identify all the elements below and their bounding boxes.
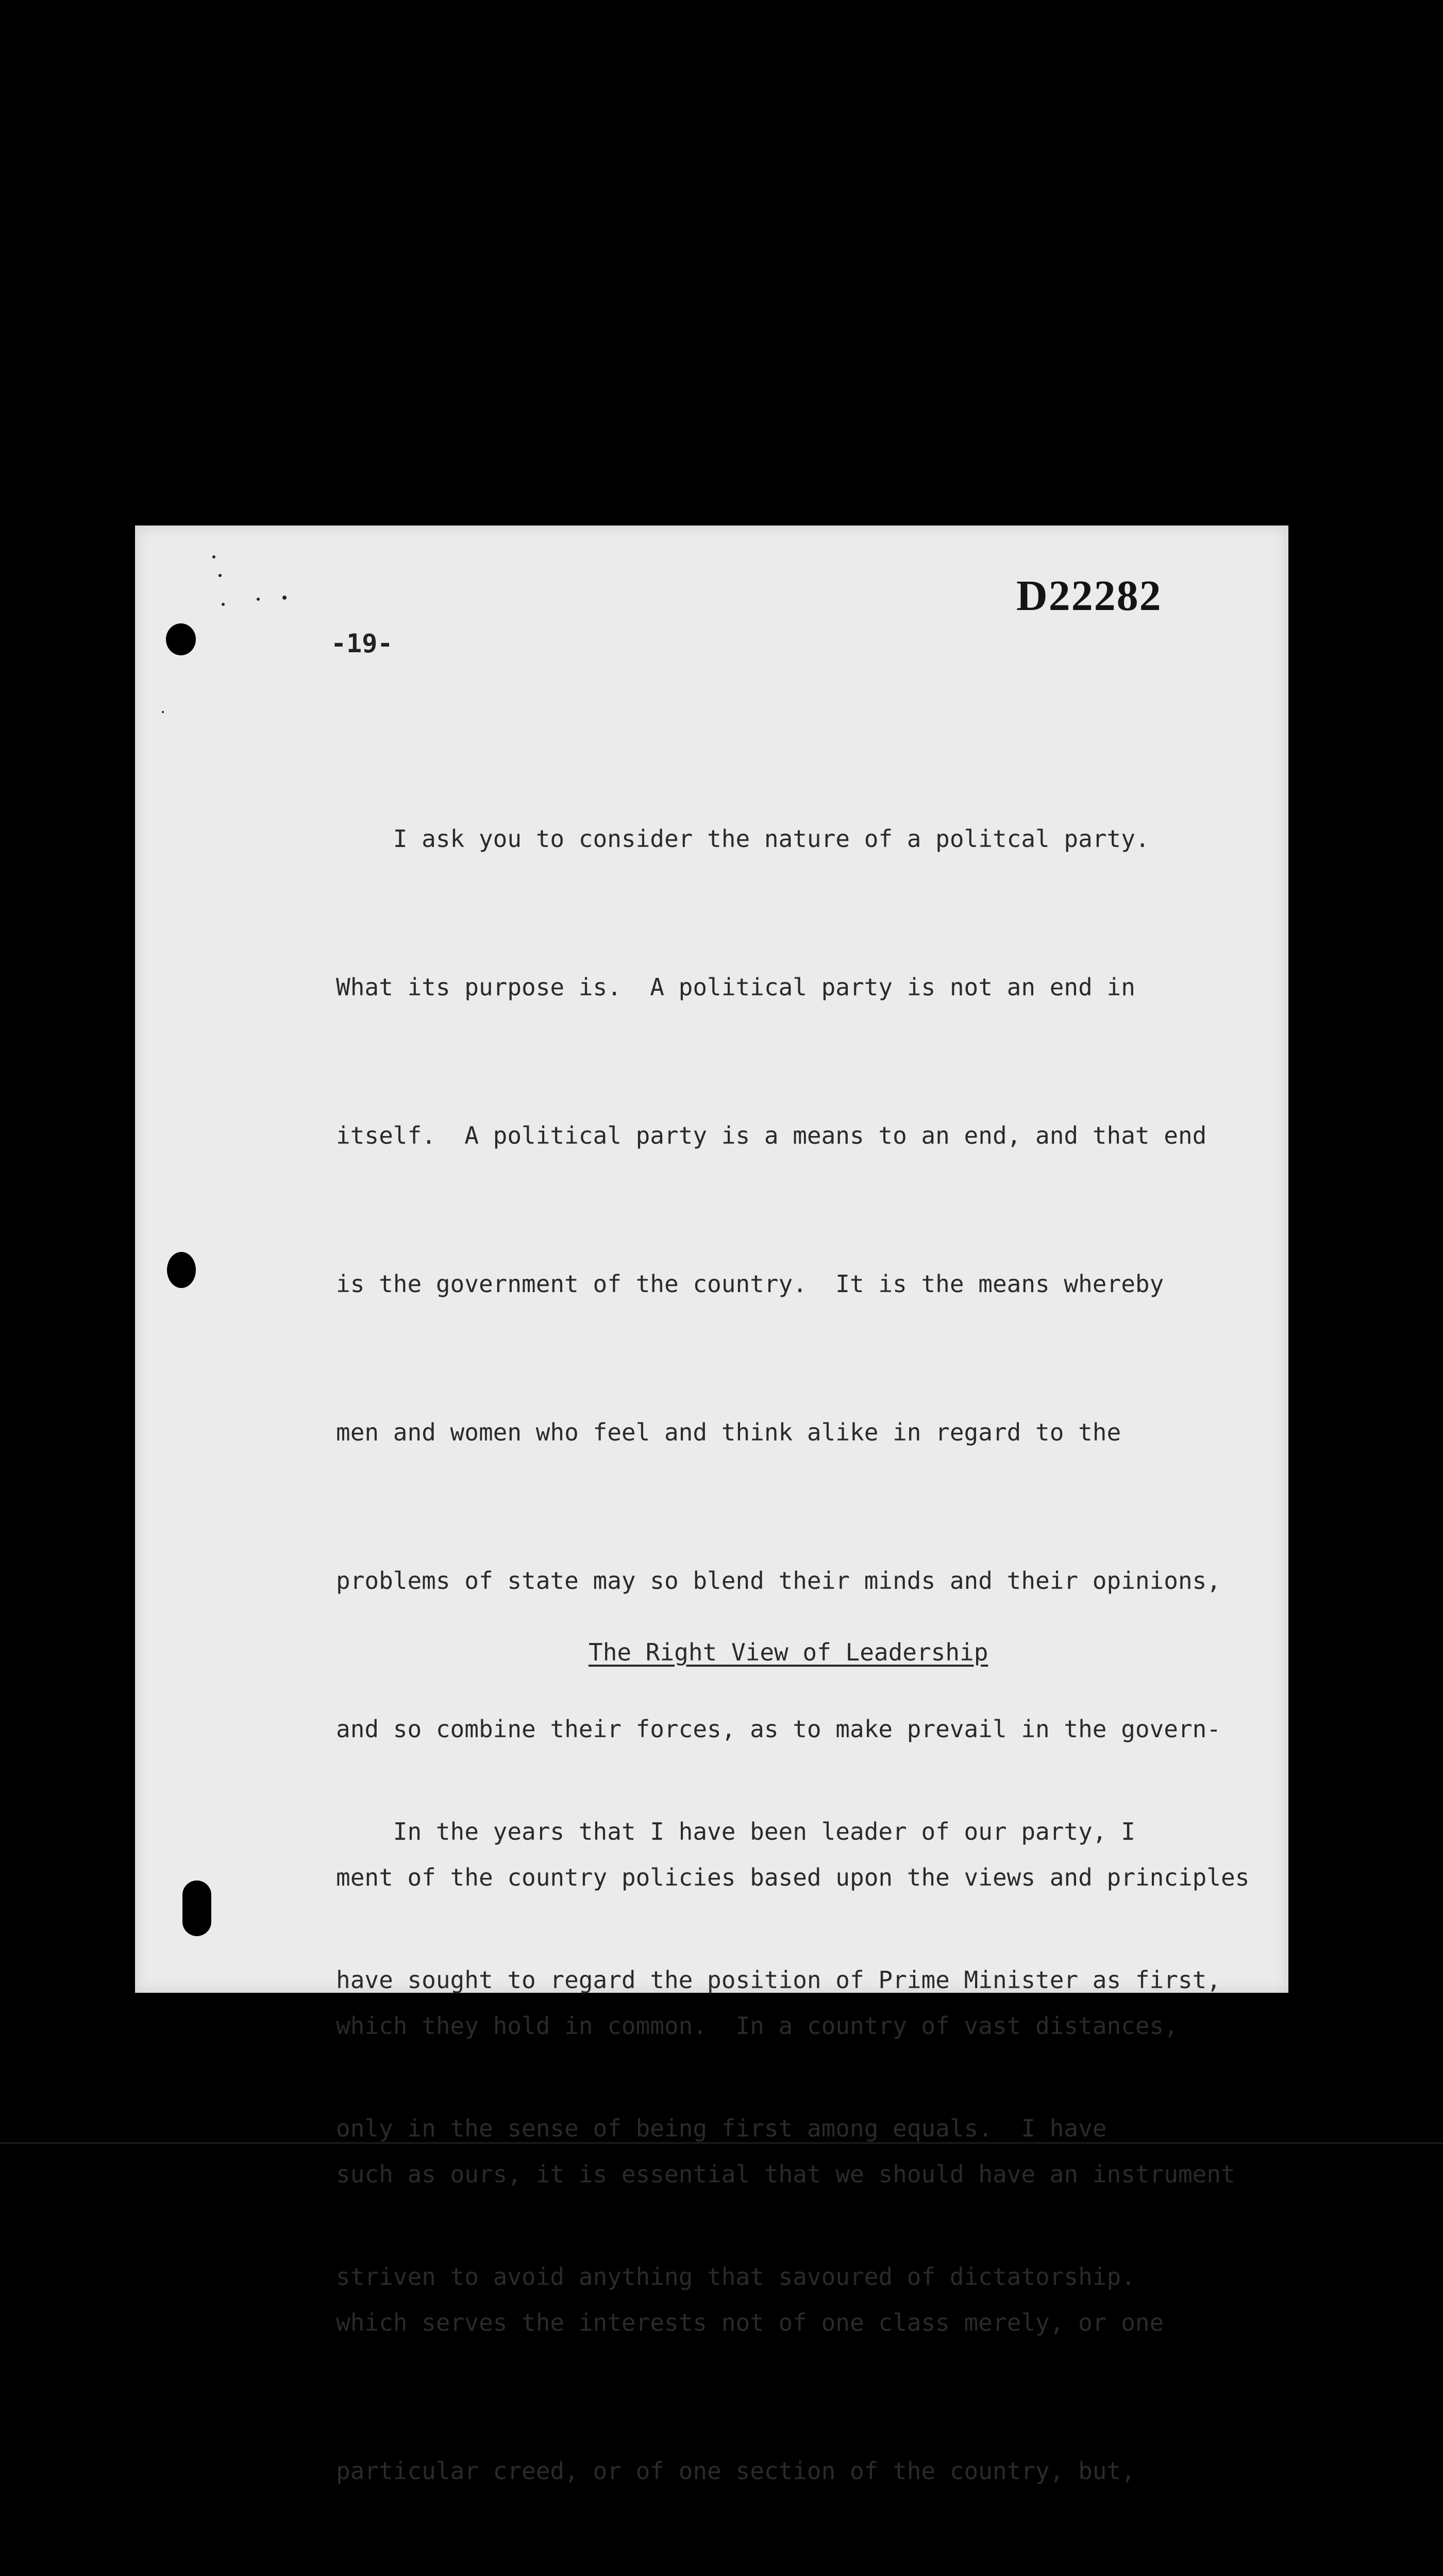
section-heading: The Right View of Leadership (589, 1638, 988, 1666)
paragraph-line: only in the sense of being first among equals. I have (336, 2114, 1107, 2142)
paragraph-line: ment of the country policies based upon the views and principles (336, 1863, 1250, 1891)
paragraph-line: is the government of the country. It is the means whereby (336, 1270, 1164, 1298)
paragraph-2 (336, 1708, 1221, 2400)
paragraph-line: What its purpose is. A political party is not an end in (336, 973, 1135, 1001)
page-number: -19- (331, 629, 393, 658)
paragraph-line: have sought to regard the position of Prime Minister as first, (336, 1966, 1221, 1994)
punch-hole-top (166, 623, 196, 655)
paragraph-line: men and women who feel and think alike in regard to the (336, 1418, 1121, 1446)
punch-hole-middle (167, 1252, 196, 1288)
paper-speck (222, 603, 225, 606)
paragraph-line: I ask you to consider the nature of a politcal party. (336, 825, 1150, 853)
paper-speck (257, 598, 260, 601)
paragraph-line: itself. A political party is a means to an end, and that end (336, 1122, 1207, 1149)
paragraph-line: problems of state may so blend their minds and their opinions, (336, 1567, 1221, 1595)
paper-speck (212, 555, 215, 558)
paragraph-line: which serves the interests not of one class merely, or one (336, 2309, 1164, 2336)
document-page (135, 526, 1288, 2485)
paragraph-line: particular creed, or of one section of the country, but, (336, 2457, 1135, 2485)
paragraph-line: which they hold in common. In a country of vast distances, (336, 2012, 1178, 2040)
paper-speck (219, 574, 222, 577)
paragraph-line: and so combine their forces, as to make prevail in the govern- (336, 1715, 1221, 1743)
paragraph-line: In the years that I have been leader of our party, I (336, 1818, 1135, 1845)
punch-hole-bottom (182, 1880, 211, 1936)
paragraph-line: such as ours, it is essential that we should have an instrument (336, 2160, 1235, 2188)
paper-speck (162, 711, 164, 713)
paragraph-line: striven to avoid anything that savoured of dictatorship. (336, 2263, 1135, 2291)
paper-speck (282, 596, 287, 600)
document-number: D22282 (1016, 572, 1162, 620)
scan-edge-line (0, 2142, 1443, 2144)
